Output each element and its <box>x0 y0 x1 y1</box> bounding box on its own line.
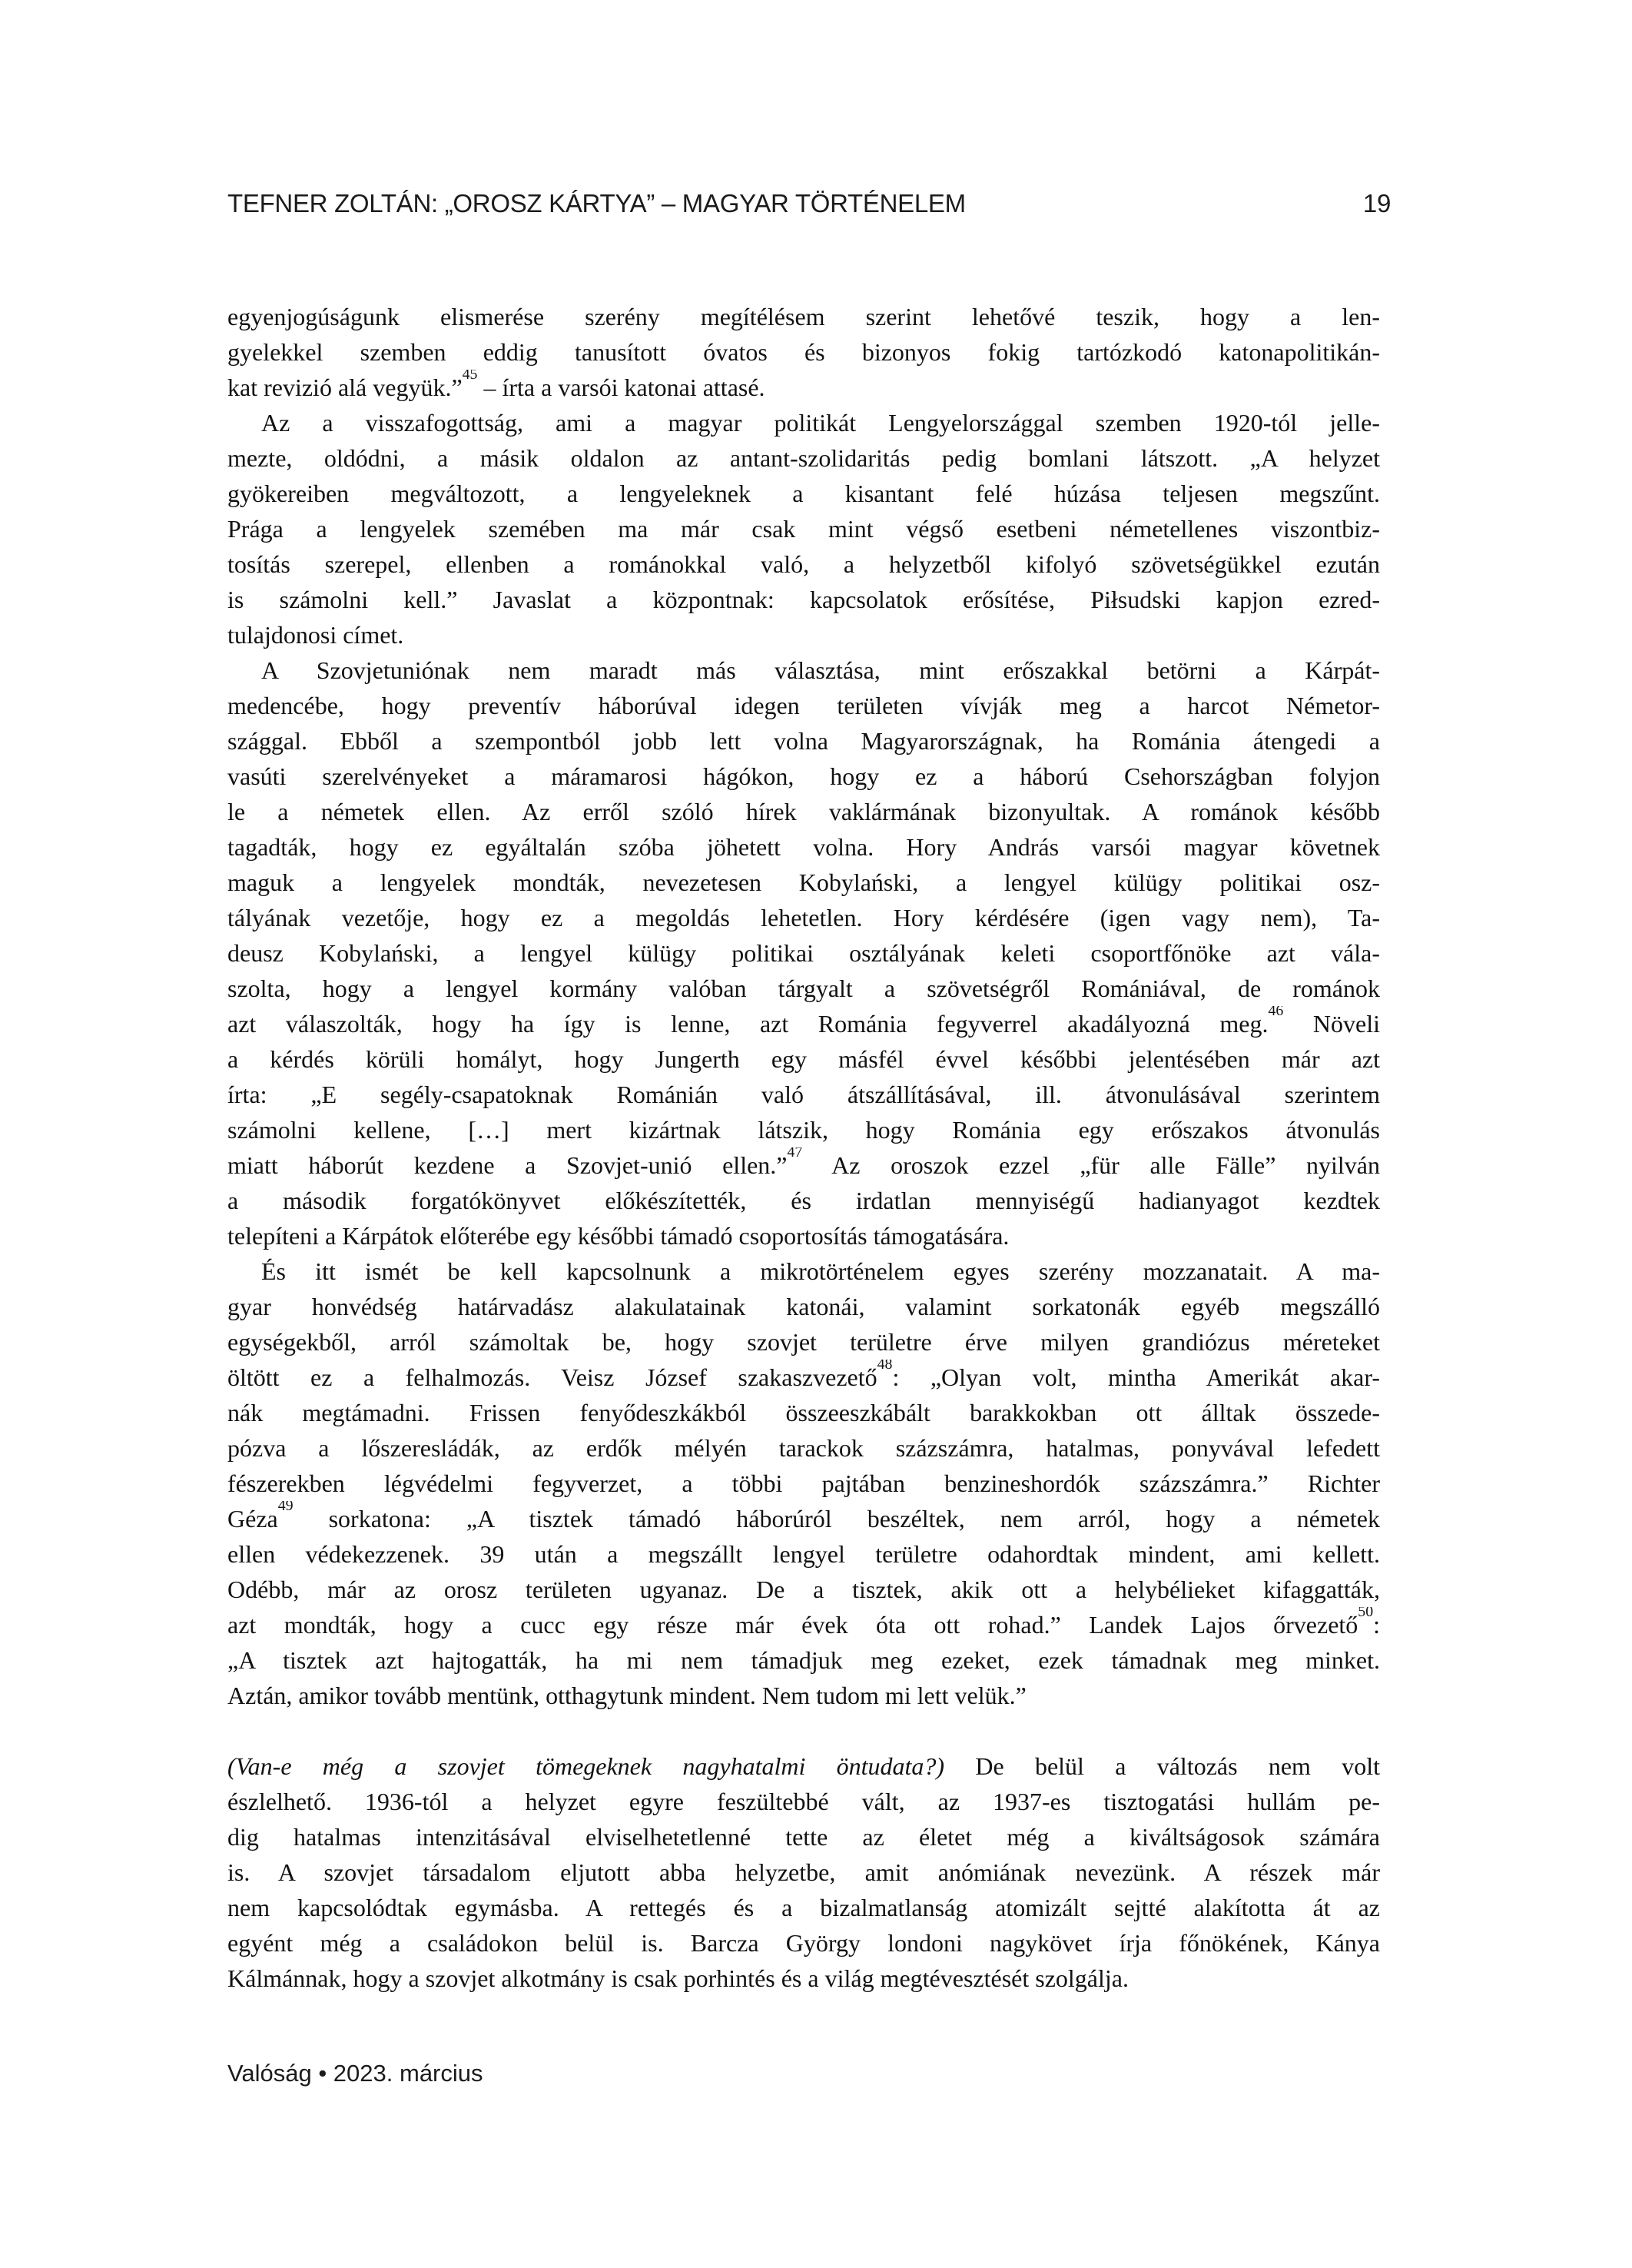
text-line <box>227 1855 1380 1890</box>
text-run: öltött ez a felhalmozás. Veisz József szakaszvezető <box>227 1363 877 1391</box>
text-run: pózva a lőszeresládák, az erdők mélyén tarackok százszámra, hatalmas, ponyvával lefedett <box>227 1434 1380 1462</box>
text-line <box>227 1961 1380 1996</box>
text-run: egyenjogúságunk elismerése szerény megítélésem szerint lehetővé teszik, hogy a len- <box>227 303 1380 330</box>
text-run: nák megtámadni. Frissen fenyődeszkákból összeeszkábált barakkokban ott álltak összede- <box>227 1399 1380 1426</box>
paragraph <box>227 1254 1380 1713</box>
text-run: azt válaszolták, hogy ha így is lenne, azt Románia fegyverrel akadályozná meg. <box>227 1010 1269 1038</box>
text-run: gyar honvédség határvadász alakulatainak katonái, valamint sorkatonák egyéb megszálló <box>227 1293 1380 1320</box>
text-line <box>227 1254 1380 1289</box>
text-run: A Szovjetuniónak nem maradt más választása, mint erőszakkal betörni a Kárpát- <box>261 656 1380 684</box>
text-line <box>227 1006 1380 1041</box>
text-run: Aztán, amikor tovább mentünk, otthagytunk mindent. Nem tudom mi lett velük.” <box>227 1682 1027 1709</box>
text-run: maguk a lengyelek mondták, nevezetesen Kobylański, a lengyel külügy politikai osz- <box>227 868 1380 896</box>
text-line <box>227 1536 1380 1572</box>
text-line <box>227 900 1380 935</box>
text-run: nem kapcsolódtak egymásba. A rettegés és a bizalmatlanság atomizált sejtté alakította át az <box>227 1894 1380 1921</box>
footnote-reference: 49 <box>277 1501 294 1515</box>
text-run: kat revizió alá vegyük.” <box>227 374 463 401</box>
footnote-reference: 46 <box>1268 1006 1284 1020</box>
text-line <box>227 653 1380 688</box>
text-run: miatt háborút kezdene a Szovjet-unió ellen.” <box>227 1151 788 1179</box>
text-line <box>227 1642 1380 1678</box>
text-run: – írta a varsói katonai attasé. <box>477 374 765 401</box>
text-run: Az oroszok ezzel „für alle Fälle” nyilván <box>802 1151 1380 1179</box>
page-footer <box>227 2060 483 2087</box>
text-run: tosítás szerepel, ellenben a románokkal való, a helyzetből kifolyó szövetségükkel ezután <box>227 550 1380 578</box>
text-line <box>227 1218 1380 1254</box>
text-line <box>227 440 1380 476</box>
text-line <box>227 1572 1380 1607</box>
text-line <box>227 617 1380 653</box>
text-run: észlelhető. 1936-tól a helyzet egyre feszültebbé vált, az 1937-es tisztogatási hullám pe- <box>227 1788 1380 1815</box>
text-line <box>227 1289 1380 1324</box>
text-line <box>227 829 1380 865</box>
text-run: Növeli <box>1283 1010 1380 1038</box>
running-header <box>227 189 1391 218</box>
text-run: le a németek ellen. Az erről szóló hírek vaklármának bizonyultak. A románok később <box>227 798 1380 825</box>
page-number: 19 <box>1362 189 1391 218</box>
text-line <box>227 935 1380 971</box>
text-run: Géza <box>227 1505 278 1532</box>
text-line <box>227 405 1380 440</box>
text-line <box>227 1360 1380 1395</box>
text-line <box>227 865 1380 900</box>
text-run: tulajdonosi címet. <box>227 621 404 649</box>
footnote-reference: 48 <box>877 1360 893 1373</box>
text-line <box>227 370 1380 405</box>
text-line <box>227 1324 1380 1360</box>
text-line <box>227 1819 1380 1855</box>
text-line <box>227 1748 1380 1784</box>
text-run: is. A szovjet társadalom eljutott abba helyzetbe, amit anómiának nevezünk. A részek már <box>227 1858 1380 1886</box>
text-line <box>227 476 1380 511</box>
text-run: is számolni kell.” Javaslat a központnak: kapcsolatok erősítése, Piłsudski kapjon ezred- <box>227 586 1380 613</box>
text-line <box>227 1183 1380 1218</box>
text-run: szolta, hogy a lengyel kormány valóban tárgyalt a szövetségről Romániával, de románok <box>227 975 1380 1002</box>
text-run: És itt ismét be kell kapcsolnunk a mikrotörténelem egyes szerény mozzanatait. A ma- <box>261 1257 1380 1285</box>
text-line <box>227 582 1380 617</box>
text-line <box>227 1890 1380 1925</box>
text-line <box>227 1466 1380 1501</box>
text-run: mezte, oldódni, a másik oldalon az antant-szolidaritás pedig bomlani látszott. „A helyzet <box>227 444 1380 472</box>
text-line <box>227 1925 1380 1961</box>
text-line <box>227 299 1380 334</box>
text-run: „A tisztek azt hajtogatták, ha mi nem támadjuk meg ezeket, ezek támadnak meg minket. <box>227 1646 1380 1674</box>
footnote-reference: 47 <box>787 1147 803 1161</box>
text-run: : „Olyan volt, mintha Amerikát akar- <box>892 1363 1380 1391</box>
text-line <box>227 1430 1380 1466</box>
text-line <box>227 723 1380 759</box>
text-run: vasúti szerelvényeket a máramarosi hágókon, hogy ez a háború Csehországban folyjon <box>227 762 1380 790</box>
text-run: telepíteni a Kárpátok előterébe egy későbbi támadó csoportosítás támogatására. <box>227 1222 1010 1250</box>
text-run: írta: „E segély-csapatoknak Románián való átszállításával, ill. átvonulásával szerintem <box>227 1081 1380 1108</box>
text-line <box>227 1112 1380 1147</box>
text-run: tályának vezetője, hogy ez a megoldás lehetetlen. Hory kérdésére (igen vagy nem), Ta- <box>227 904 1380 931</box>
italic-lead-in: (Van-e még a szovjet tömegeknek nagyhatalmi öntudata?) <box>227 1752 945 1780</box>
text-line <box>227 1678 1380 1713</box>
text-line <box>227 1147 1380 1183</box>
footnote-reference: 50 <box>1358 1607 1374 1621</box>
text-run: Prága a lengyelek szemében ma már csak mint végső esetbeni németellenes viszontbiz- <box>227 515 1380 543</box>
body-text <box>227 299 1380 1996</box>
text-line <box>227 1501 1380 1536</box>
text-run: : <box>1373 1611 1380 1639</box>
text-run: egyént még a családokon belül is. Barcza György londoni nagykövet írja főnökének, Kánya <box>227 1929 1380 1957</box>
paragraph <box>227 405 1380 653</box>
paragraph <box>227 653 1380 1254</box>
text-run: egységekből, arról számoltak be, hogy szovjet területre érve milyen grandiózus méreteket <box>227 1328 1380 1356</box>
text-run: Kálmánnak, hogy a szovjet alkotmány is csak porhintés és a világ megtévesztését szolgálja. <box>227 1964 1129 1992</box>
text-run: ellen védekezzenek. 39 után a megszállt lengyel területre odahordtak mindent, ami kellett. <box>227 1540 1380 1568</box>
text-line <box>227 546 1380 582</box>
text-line <box>227 1041 1380 1077</box>
journal-footer-text: Valóság • 2023. március <box>227 2060 483 2087</box>
text-run: szággal. Ebből a szempontból jobb lett volna Magyarországnak, ha Románia átengedi a <box>227 727 1380 755</box>
text-line <box>227 511 1380 546</box>
text-run: De belül a változás nem volt <box>944 1752 1380 1780</box>
text-line <box>227 1607 1380 1642</box>
text-run: medencébe, hogy preventív háborúval idegen területen vívják meg a harcot Németor- <box>227 692 1380 719</box>
text-run: Az a visszafogottság, ami a magyar politikát Lengyelországgal szemben 1920-tól jelle- <box>261 409 1380 437</box>
text-run: a kérdés körüli homályt, hogy Jungerth egy másfél évvel későbbi jelentésében már azt <box>227 1045 1380 1073</box>
running-header-title: TEFNER ZOLTÁN: „OROSZ KÁRTYA” – MAGYAR TÖRTÉNELEM <box>227 189 966 218</box>
text-run: a második forgatókönyvet előkészítették, és irdatlan mennyiségű hadianyagot kezdtek <box>227 1187 1380 1214</box>
text-run: gyelekkel szemben eddig tanusított óvatos és bizonyos fokig tartózkodó katonapolitikán- <box>227 338 1380 366</box>
text-line <box>227 759 1380 794</box>
text-run: deusz Kobylański, a lengyel külügy politikai osztályának keleti csoportfőnöke azt vála- <box>227 939 1380 967</box>
text-line <box>227 688 1380 723</box>
paragraph <box>227 1748 1380 1996</box>
text-run: dig hatalmas intenzitásával elviselhetetlenné tette az életet még a kiváltságosok számára <box>227 1823 1380 1851</box>
text-run: tagadták, hogy ez egyáltalán szóba jöhetett volna. Hory András varsói magyar követnek <box>227 833 1380 861</box>
text-run: Odébb, már az orosz területen ugyanaz. De a tisztek, akik ott a helybélieket kifaggatták, <box>227 1576 1380 1603</box>
paragraph <box>227 299 1380 405</box>
text-line <box>227 794 1380 829</box>
text-line <box>227 1077 1380 1112</box>
footnote-reference: 45 <box>462 370 478 384</box>
text-run: gyökereiben megváltozott, a lengyeleknek a kisantant felé húzása teljesen megszűnt. <box>227 480 1380 507</box>
text-run: fészerekben légvédelmi fegyverzet, a többi pajtában benzineshordók százszámra.” Richter <box>227 1469 1380 1497</box>
text-run: számolni kellene, […] mert kizártnak látszik, hogy Románia egy erőszakos átvonulás <box>227 1116 1380 1144</box>
text-line <box>227 971 1380 1006</box>
text-run: sorkatona: „A tisztek támadó háborúról beszéltek, nem arról, hogy a németek <box>293 1505 1380 1532</box>
text-line <box>227 1784 1380 1819</box>
text-line <box>227 334 1380 370</box>
text-line <box>227 1395 1380 1430</box>
text-run: azt mondták, hogy a cucc egy része már évek óta ott rohad.” Landek Lajos őrvezető <box>227 1611 1358 1639</box>
